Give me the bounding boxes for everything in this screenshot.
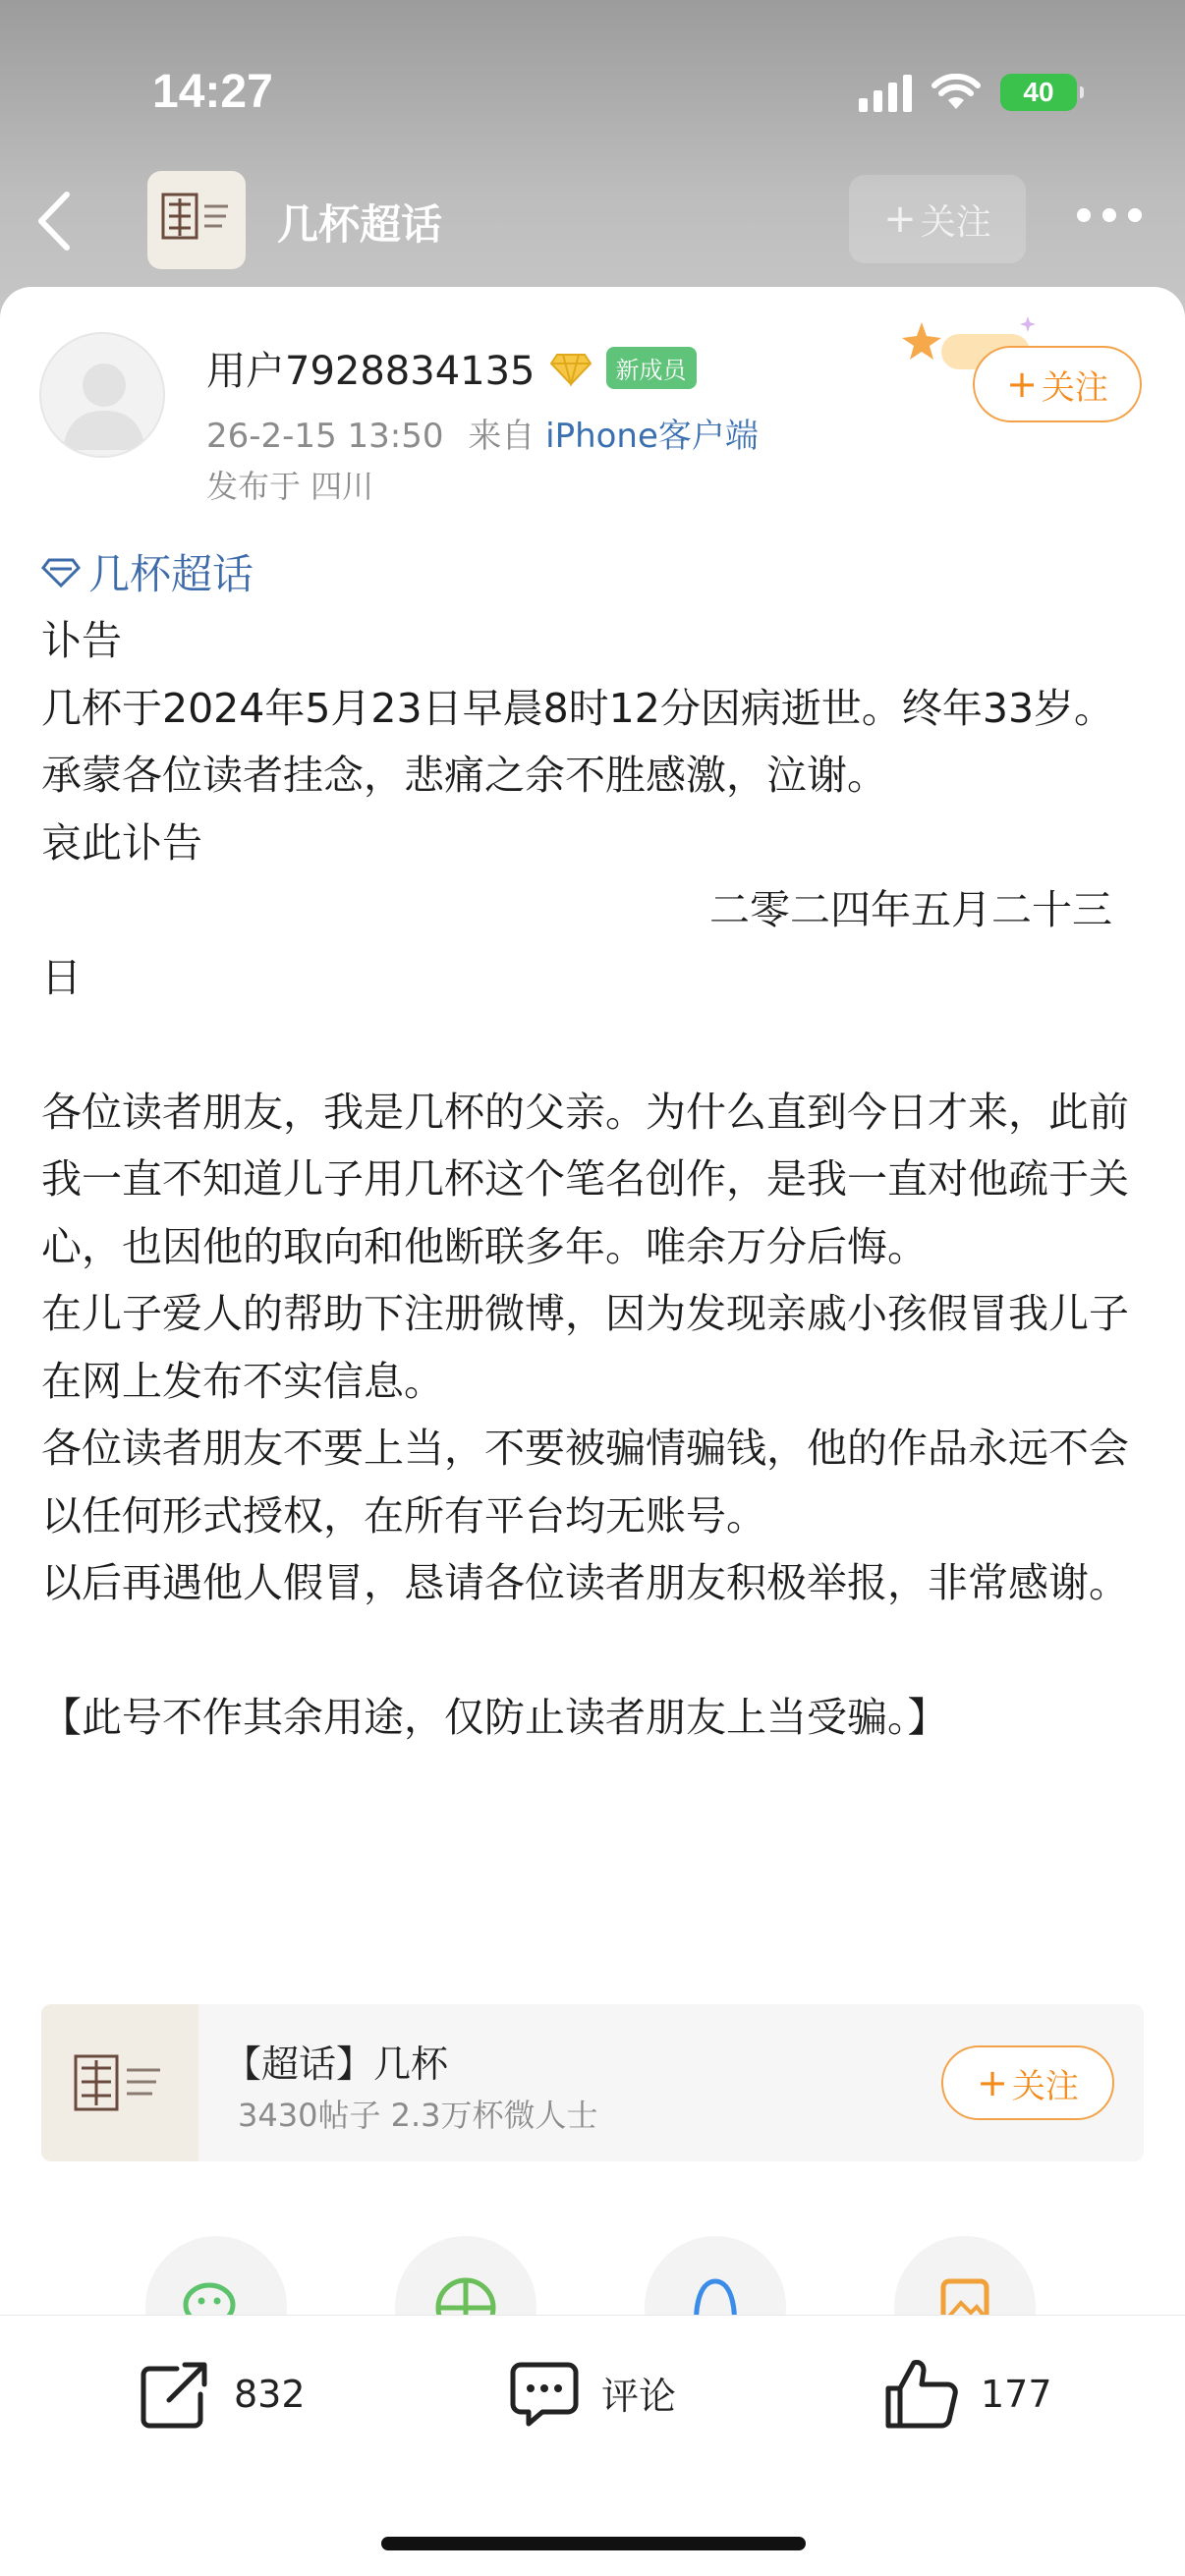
plus-icon: + [1006,363,1038,406]
header-background [0,0,1185,324]
vip-diamond-icon [549,351,592,386]
topic-tag-label[interactable]: 几杯超话 [88,550,254,598]
repost-count: 832 [234,2373,306,2416]
like-button[interactable] [882,2355,1052,2434]
follow-author-button[interactable] [973,346,1142,422]
post-line: 二零二四年五月二十三 [709,886,1112,933]
post-line [41,1617,1152,1685]
signal-icon [859,73,912,112]
comment-label: 评论 [601,2374,677,2418]
diamond-icon [41,556,81,588]
status-time: 14:27 [152,66,273,118]
follow-author-label: 关注 [1041,367,1108,408]
avatar[interactable] [39,332,165,458]
like-count: 177 [981,2373,1052,2416]
battery-icon: 40 [1000,74,1077,111]
more-options-icon[interactable] [1077,208,1142,222]
thumbs-up-icon [882,2355,961,2434]
moments-icon [433,2275,498,2315]
post-author[interactable] [206,340,697,396]
post-line: 日 [41,953,82,1001]
topic-follow-button[interactable] [941,2045,1114,2120]
default-avatar-icon [41,334,165,458]
post-line: 在儿子爱人的帮助下注册微博，因为发现亲戚小孩假冒我儿子在网上发布不实信息。 [41,1290,1129,1405]
home-indicator[interactable] [381,2537,806,2550]
share-wechat-button[interactable] [145,2236,287,2315]
post-body [41,607,1152,1752]
topic-card-title: 【超话】几杯 [224,2043,449,2086]
qq-icon [688,2275,743,2315]
post-line: 以后再遇他人假冒，恳请各位读者朋友积极举报，非常感谢。 [41,1559,1129,1606]
seal-logo-icon [66,2039,174,2127]
page-title: 几杯超话 [277,200,443,249]
username[interactable]: 用户7928834135 [206,349,536,394]
comment-button[interactable] [507,2355,676,2430]
repost-button[interactable] [136,2355,306,2434]
plus-icon: + [883,196,917,242]
post-location: 发布于 四川 [206,468,374,505]
post-line: 各位读者朋友，我是几杯的父亲。为什么直到今日才来，此前我一直不知道儿子用几杯这个笔名创作，是我一直对他疏于关心，也因他的取向和他断联多年。唯余万分后悔。 [41,1088,1129,1270]
post-date: 26-2-15 13:50 [206,417,444,456]
topic-card-logo [41,2004,198,2161]
repost-icon [136,2355,214,2434]
post-line: 讣告 [41,617,122,664]
post-line: 【此号不作其余用途，仅防止读者朋友上当受骗。】 [41,1694,948,1741]
post-line: 几杯于2024年5月23日早晨8时12分因病逝世。终年33岁。承蒙各位读者挂念，悲痛之余不胜感激，泣谢。 [41,684,1115,799]
wechat-icon [182,2275,251,2315]
header-follow-label: 关注 [920,201,991,243]
topic-follow-label: 关注 [1011,2066,1079,2106]
post-meta [206,409,759,457]
topic-card[interactable] [41,2004,1144,2161]
source-client-link[interactable]: iPhone客户端 [545,417,759,456]
topic-tag-link[interactable] [41,542,254,601]
plus-icon: + [977,2061,1008,2104]
topic-card-stats: 3430帖子 2.3万杯微人士 [238,2097,598,2134]
share-moments-button[interactable] [395,2236,536,2315]
post-line [41,1011,1152,1079]
new-member-badge: 新成员 [606,347,697,389]
wifi-icon [931,74,981,111]
post-line: 哀此讣告 [41,818,202,867]
header-follow-button[interactable] [849,175,1026,263]
image-icon [937,2275,992,2315]
comment-icon [507,2355,582,2430]
post-line: 各位读者朋友不要上当，不要被骗情骗钱，他的作品永远不会以任何形式授权，在所有平台均无账号。 [41,1425,1129,1540]
back-arrow-icon[interactable] [29,187,79,255]
status-icons [859,73,1077,112]
topic-logo[interactable] [147,171,246,269]
share-row [145,2236,1049,2315]
share-image-button[interactable] [894,2236,1036,2315]
source-prefix: 来自 [468,417,536,456]
share-qq-button[interactable] [645,2236,786,2315]
seal-logo-icon [157,181,236,259]
